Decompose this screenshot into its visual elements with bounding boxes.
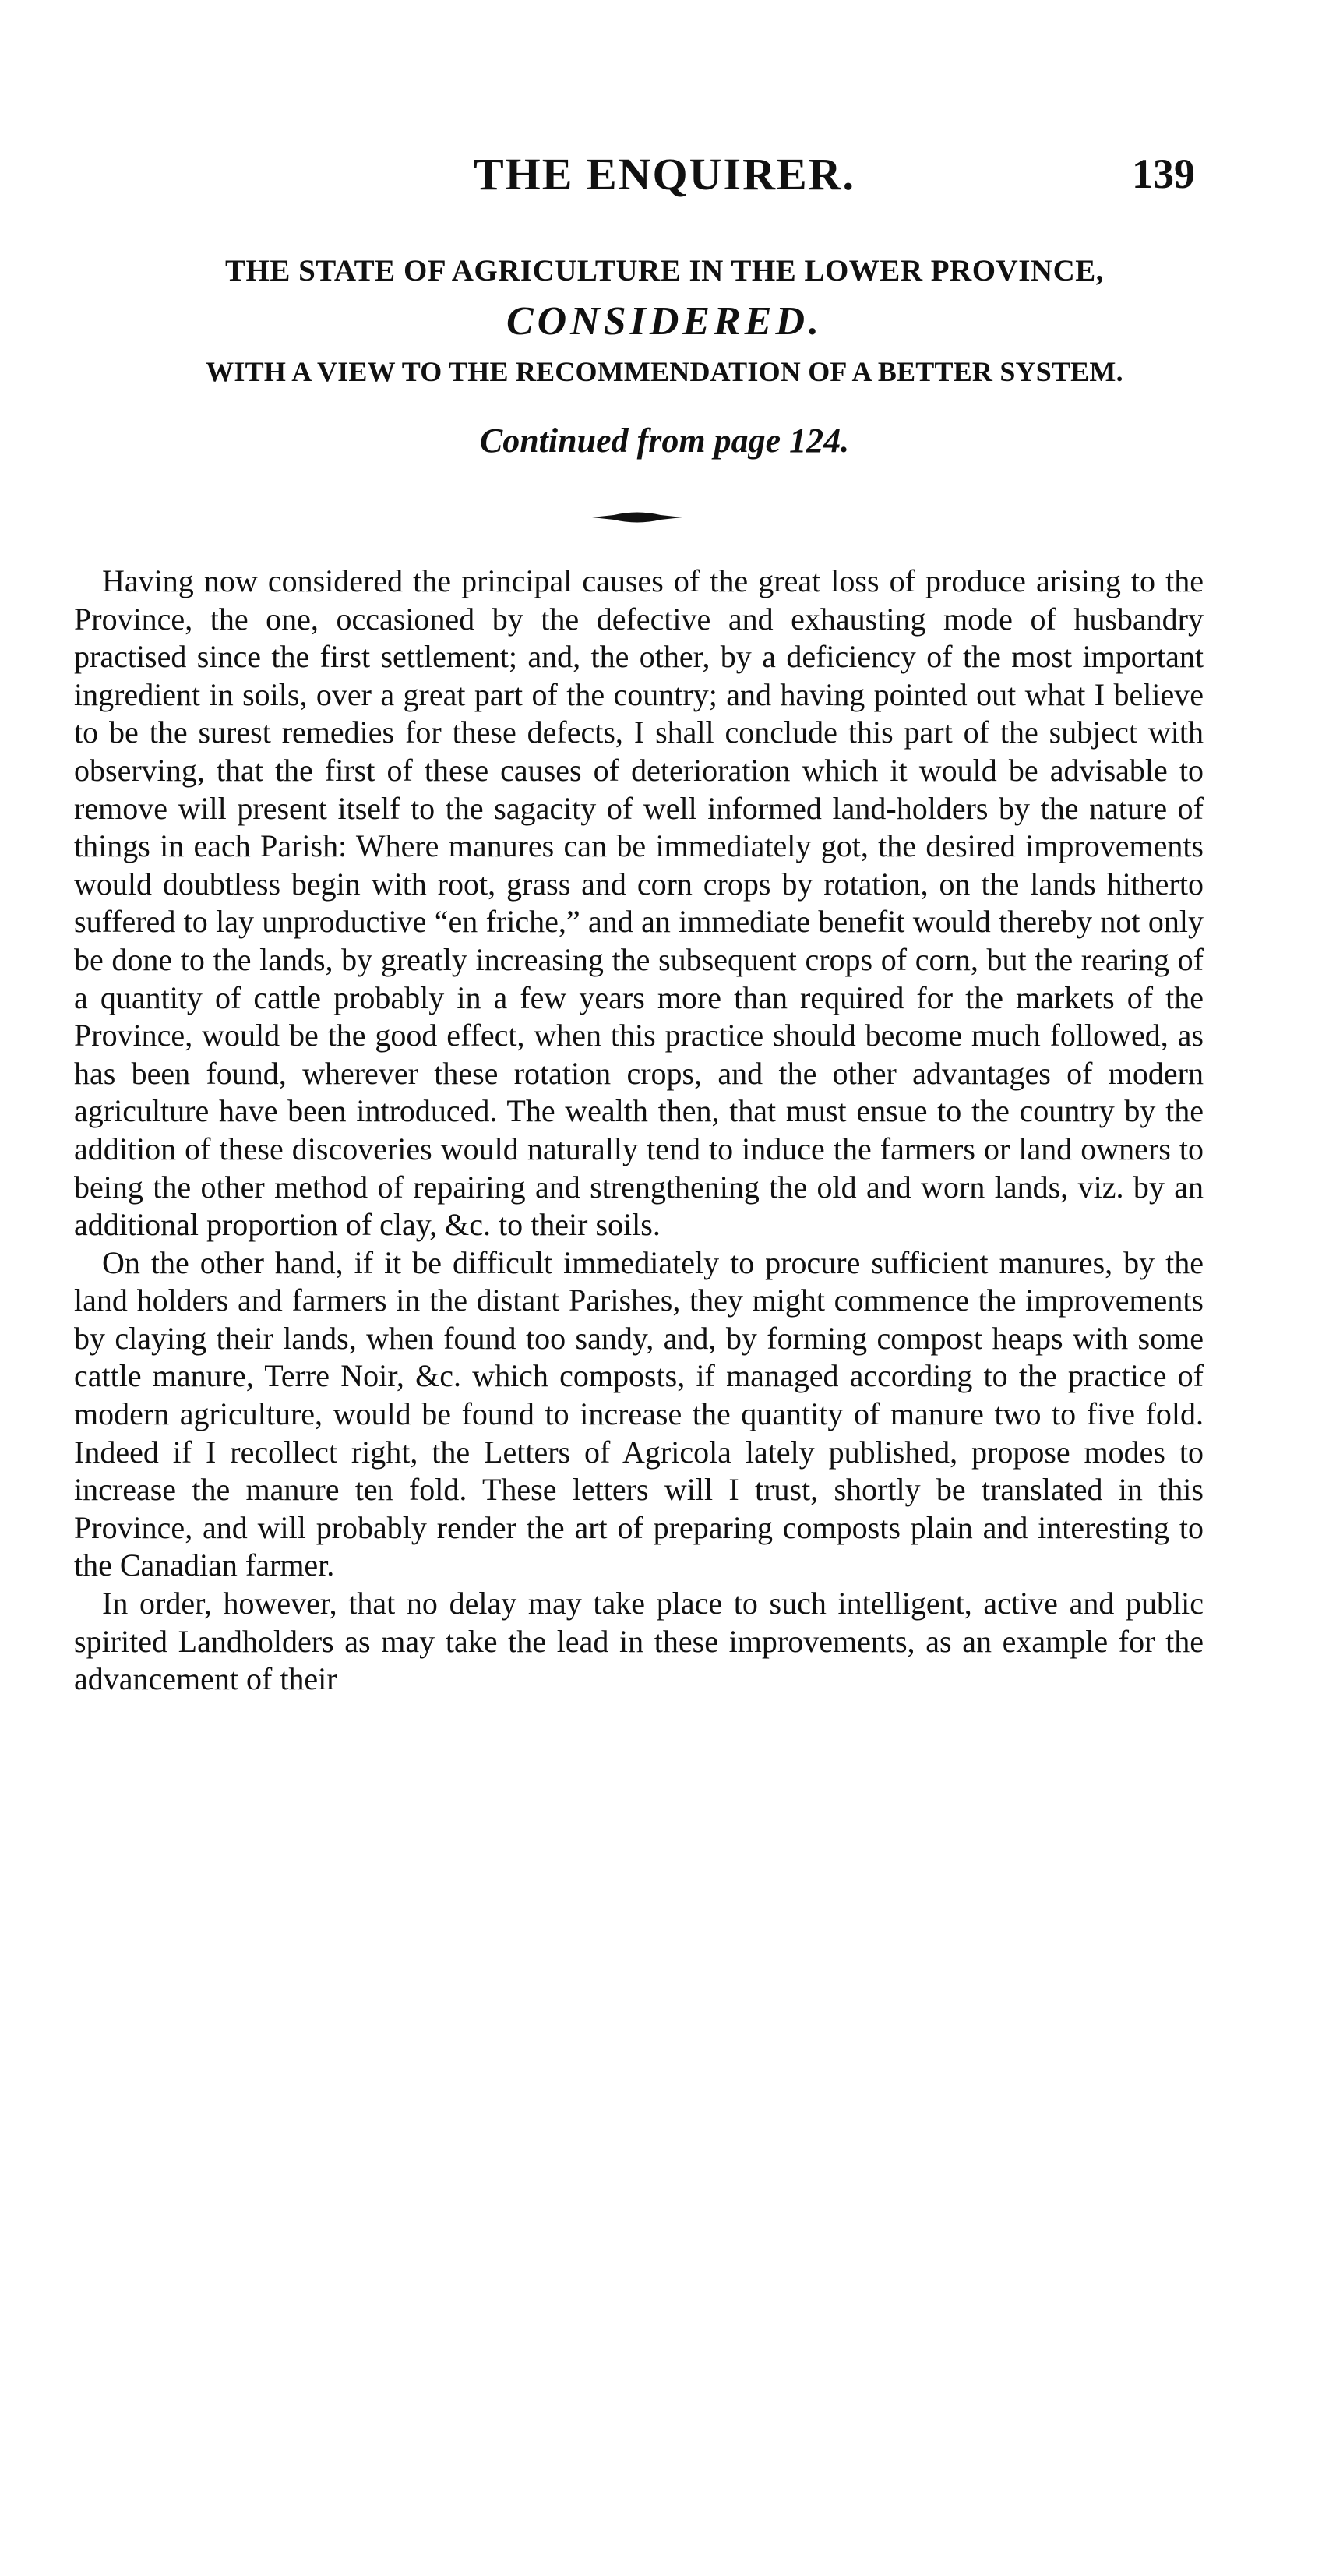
continuation-note: Continued from page 124.: [479, 422, 850, 460]
decorative-rule-icon: [590, 506, 684, 528]
article-subtitle: WITH A VIEW TO THE RECOMMENDATION OF A BETTER SYSTEM.: [206, 356, 1123, 387]
paragraph-2: On the other hand, if it be difficult immediately to procure sufficient manures, by the land holders and farmers in the distant Parishes, they might commence the improvements by claying their lands, when found too sandy, and, by forming compost heaps with some cattle manure, Terre Noir, &c. which composts, if managed according to the practice of modern agriculture, would be found to increase the quantity of manure two to five fold. Indeed if I recollect right, the Letters of Agricola lately published, propose modes to increase the manure ten fold. These letters will I trust, shortly be translated in this Province, and will probably render the art of preparing composts plain and interesting to the Canadian farmer.: [74, 1244, 1204, 1583]
page-number: 139: [1132, 150, 1195, 197]
article-body: [74, 563, 1204, 1699]
article-title: THE STATE OF AGRICULTURE IN THE LOWER PROVINCE,: [224, 254, 1104, 288]
article-heading: [70, 248, 1259, 394]
paragraph-1: Having now considered the principal causes of the great loss of produce arising to the Province, the one, occasioned by the defective and exhausting mode of husbandry practised since the first settlement; and, the other, by a deficiency of the most important ingredient in soils, over a great part of the country; and having pointed out what I believe to be the surest remedies for these defects, I shall conclude this part of the subject with observing, that the first of these causes of deterioration which it would be advisable to remove will present itself to the sagacity of well informed land-holders by the nature of things in each Parish: Where manures can be immediately got, the desired improvements would doubtless begin with root, grass and corn crops by rotation, on the lands hitherto suffered to lay unproductive “en friche,” and an immediate benefit would thereby not only be done to the lands, by greatly increasing the subsequent crops of corn, but the rearing of a quantity of cattle probably in a few years more than required for the markets of the Province, would be the good effect, when this practice should become much followed, as has been found, wherever these rotation crops, and the other advantages of modern agriculture have been introduced. The wealth then, that must ensue to the country by the addition of these discoveries would naturally tend to induce the farmers or land owners to being the other method of repairing and strengthening the old and worn lands, viz. by an additional proportion of clay, &c. to their soils.: [74, 563, 1204, 1243]
running-head: [0, 148, 1329, 203]
paragraph-3: In order, however, that no delay may take place to such intelligent, active and public spirited Landholders as may take the lead in these improvements, as an example for the advancement of their: [74, 1586, 1204, 1697]
article-title-emphasis: CONSIDERED.: [506, 299, 823, 344]
running-title: THE ENQUIRER.: [473, 149, 856, 199]
